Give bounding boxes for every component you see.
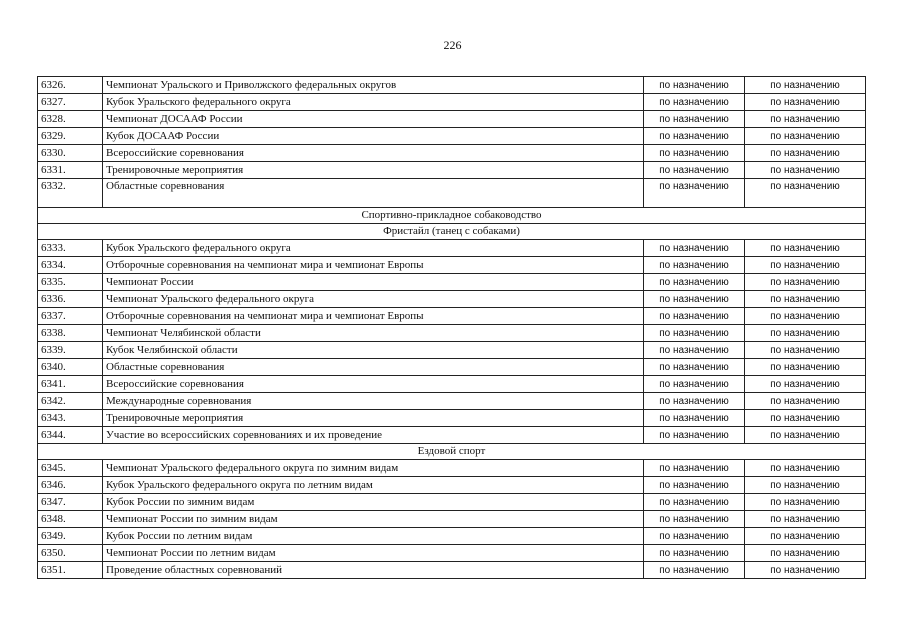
- date-cell: по назначению: [644, 94, 745, 111]
- events-table-body: [38, 77, 866, 579]
- event-name: Чемпионат Челябинской области: [103, 325, 644, 342]
- table-row: [38, 376, 866, 393]
- date-cell: по назначению: [644, 494, 745, 511]
- event-name: Чемпионат России по летним видам: [103, 545, 644, 562]
- table-row: [38, 477, 866, 494]
- venue-cell: по назначению: [745, 494, 866, 511]
- event-name: Кубок России по зимним видам: [103, 494, 644, 511]
- venue-cell: по назначению: [745, 257, 866, 274]
- row-number: 6327.: [38, 94, 103, 111]
- date-cell: по назначению: [644, 427, 745, 444]
- venue-cell: по назначению: [745, 240, 866, 257]
- date-cell: по назначению: [644, 145, 745, 162]
- venue-cell: по назначению: [745, 528, 866, 545]
- event-name: Кубок Уральского федерального округа по летним видам: [103, 477, 644, 494]
- table-row: [38, 179, 866, 208]
- events-table: [37, 76, 866, 579]
- table-row: [38, 94, 866, 111]
- section-title: Спортивно-прикладное собаководство: [38, 208, 866, 224]
- table-row: [38, 291, 866, 308]
- table-row: [38, 257, 866, 274]
- event-name: Областные соревнования: [103, 359, 644, 376]
- venue-cell: по назначению: [745, 562, 866, 579]
- date-cell: по назначению: [644, 240, 745, 257]
- event-name: Кубок Челябинской области: [103, 342, 644, 359]
- row-number: 6332.: [38, 179, 103, 208]
- event-name: Кубок Уральского федерального округа: [103, 94, 644, 111]
- event-name: Областные соревнования: [103, 179, 644, 208]
- event-name: Кубок России по летним видам: [103, 528, 644, 545]
- venue-cell: по назначению: [745, 325, 866, 342]
- event-name: Чемпионат России по зимним видам: [103, 511, 644, 528]
- event-name: Всероссийские соревнования: [103, 376, 644, 393]
- table-row: [38, 111, 866, 128]
- date-cell: по назначению: [644, 308, 745, 325]
- table-row: [38, 342, 866, 359]
- table-row: [38, 460, 866, 477]
- date-cell: по назначению: [644, 359, 745, 376]
- venue-cell: по назначению: [745, 162, 866, 179]
- table-row: [38, 427, 866, 444]
- section-header-row: [38, 208, 866, 224]
- venue-cell: по назначению: [745, 128, 866, 145]
- table-row: [38, 410, 866, 427]
- row-number: 6350.: [38, 545, 103, 562]
- row-number: 6339.: [38, 342, 103, 359]
- row-number: 6348.: [38, 511, 103, 528]
- date-cell: по назначению: [644, 128, 745, 145]
- venue-cell: по назначению: [745, 145, 866, 162]
- date-cell: по назначению: [644, 545, 745, 562]
- table-row: [38, 325, 866, 342]
- venue-cell: по назначению: [745, 111, 866, 128]
- date-cell: по назначению: [644, 111, 745, 128]
- row-number: 6328.: [38, 111, 103, 128]
- row-number: 6330.: [38, 145, 103, 162]
- venue-cell: по назначению: [745, 410, 866, 427]
- table-row: [38, 240, 866, 257]
- section-header-row: [38, 224, 866, 240]
- table-row: [38, 562, 866, 579]
- row-number: 6341.: [38, 376, 103, 393]
- venue-cell: по назначению: [745, 376, 866, 393]
- table-row: [38, 145, 866, 162]
- row-number: 6333.: [38, 240, 103, 257]
- date-cell: по назначению: [644, 393, 745, 410]
- table-row: [38, 274, 866, 291]
- row-number: 6351.: [38, 562, 103, 579]
- date-cell: по назначению: [644, 477, 745, 494]
- row-number: 6345.: [38, 460, 103, 477]
- event-name: Кубок ДОСААФ России: [103, 128, 644, 145]
- date-cell: по назначению: [644, 77, 745, 94]
- row-number: 6343.: [38, 410, 103, 427]
- venue-cell: по назначению: [745, 511, 866, 528]
- date-cell: по назначению: [644, 528, 745, 545]
- row-number: 6344.: [38, 427, 103, 444]
- venue-cell: по назначению: [745, 359, 866, 376]
- date-cell: по назначению: [644, 460, 745, 477]
- venue-cell: по назначению: [745, 274, 866, 291]
- venue-cell: по назначению: [745, 477, 866, 494]
- venue-cell: по назначению: [745, 291, 866, 308]
- row-number: 6336.: [38, 291, 103, 308]
- table-row: [38, 77, 866, 94]
- venue-cell: по назначению: [745, 77, 866, 94]
- venue-cell: по назначению: [745, 427, 866, 444]
- event-name: Чемпионат Уральского федерального округа: [103, 291, 644, 308]
- section-title: Фристайл (танец с собаками): [38, 224, 866, 240]
- row-number: 6349.: [38, 528, 103, 545]
- event-name: Проведение областных соревнований: [103, 562, 644, 579]
- event-name: Международные соревнования: [103, 393, 644, 410]
- venue-cell: по назначению: [745, 393, 866, 410]
- table-row: [38, 511, 866, 528]
- date-cell: по назначению: [644, 291, 745, 308]
- date-cell: по назначению: [644, 274, 745, 291]
- row-number: 6346.: [38, 477, 103, 494]
- venue-cell: по назначению: [745, 308, 866, 325]
- page-number: 226: [443, 38, 462, 52]
- venue-cell: по назначению: [745, 342, 866, 359]
- event-name: Тренировочные мероприятия: [103, 162, 644, 179]
- row-number: 6331.: [38, 162, 103, 179]
- event-name: Всероссийские соревнования: [103, 145, 644, 162]
- event-name: Кубок Уральского федерального округа: [103, 240, 644, 257]
- date-cell: по назначению: [644, 179, 745, 208]
- venue-cell: по назначению: [745, 460, 866, 477]
- event-name: Чемпионат Уральского и Приволжского федеральных округов: [103, 77, 644, 94]
- table-row: [38, 308, 866, 325]
- date-cell: по назначению: [644, 562, 745, 579]
- date-cell: по назначению: [644, 376, 745, 393]
- row-number: 6335.: [38, 274, 103, 291]
- date-cell: по назначению: [644, 257, 745, 274]
- row-number: 6329.: [38, 128, 103, 145]
- event-name: Отборочные соревнования на чемпионат мира и чемпионат Европы: [103, 308, 644, 325]
- date-cell: по назначению: [644, 325, 745, 342]
- venue-cell: по назначению: [745, 179, 866, 208]
- row-number: 6347.: [38, 494, 103, 511]
- row-number: 6338.: [38, 325, 103, 342]
- table-row: [38, 494, 866, 511]
- date-cell: по назначению: [644, 162, 745, 179]
- event-name: Участие во всероссийских соревнованиях и их проведение: [103, 427, 644, 444]
- section-header-row: [38, 444, 866, 460]
- date-cell: по назначению: [644, 511, 745, 528]
- table-row: [38, 393, 866, 410]
- event-name: Чемпионат России: [103, 274, 644, 291]
- event-name: Чемпионат ДОСААФ России: [103, 111, 644, 128]
- venue-cell: по назначению: [745, 545, 866, 562]
- row-number: 6326.: [38, 77, 103, 94]
- venue-cell: по назначению: [745, 94, 866, 111]
- table-row: [38, 128, 866, 145]
- section-title: Ездовой спорт: [38, 444, 866, 460]
- date-cell: по назначению: [644, 410, 745, 427]
- row-number: 6337.: [38, 308, 103, 325]
- event-name: Тренировочные мероприятия: [103, 410, 644, 427]
- date-cell: по назначению: [644, 342, 745, 359]
- table-row: [38, 359, 866, 376]
- event-name: Отборочные соревнования на чемпионат мира и чемпионат Европы: [103, 257, 644, 274]
- table-row: [38, 545, 866, 562]
- row-number: 6334.: [38, 257, 103, 274]
- row-number: 6342.: [38, 393, 103, 410]
- row-number: 6340.: [38, 359, 103, 376]
- table-row: [38, 528, 866, 545]
- event-name: Чемпионат Уральского федерального округа по зимним видам: [103, 460, 644, 477]
- table-row: [38, 162, 866, 179]
